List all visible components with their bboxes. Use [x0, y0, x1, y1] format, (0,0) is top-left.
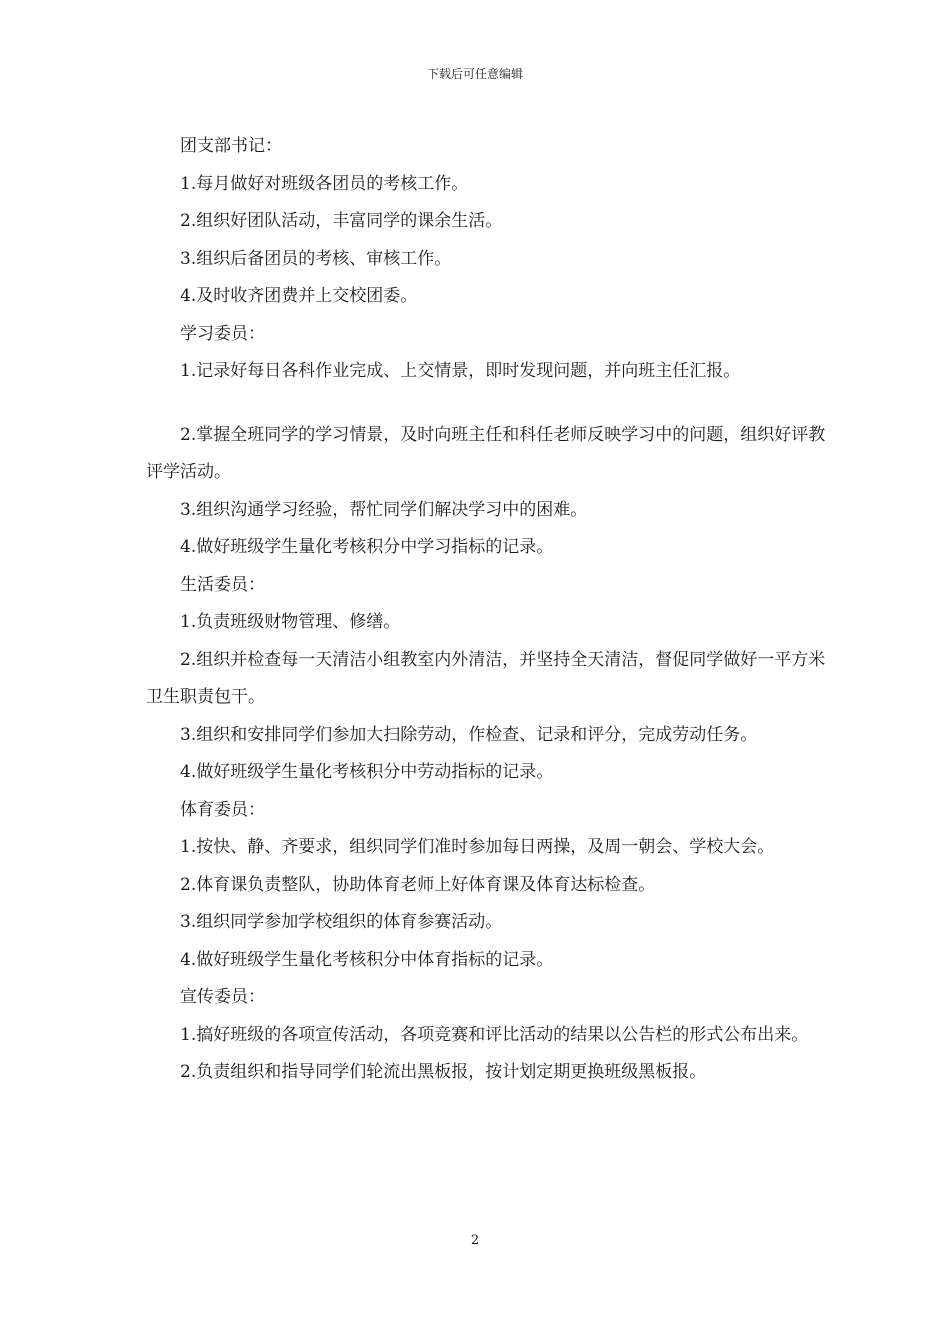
paragraph: 学习委员：: [180, 323, 265, 344]
paragraph: 3.组织同学参加学校组织的体育参赛活动。: [180, 912, 503, 932]
paragraph: 2.掌握全班同学的学习情景，及时向班主任和科任老师反映学习中的问题，组织好评教评学活动。: [146, 424, 826, 482]
paragraph: 团支部书记：: [180, 136, 282, 156]
paragraph: 1.记录好每日各科作业完成、上交情景，即时发现问题，并向班主任汇报。: [180, 361, 741, 381]
paragraph: 2.体育课负责整队，协助体育老师上好体育课及体育达标检查。: [180, 874, 656, 895]
document-body: [146, 128, 826, 1092]
paragraph: 3.组织和安排同学们参加大扫除劳动，作检查、记录和评分，完成劳动任务。: [180, 724, 758, 745]
paragraph: 宣传委员：: [180, 987, 265, 1007]
paragraph: 4.做好班级学生量化考核积分中劳动指标的记录。: [180, 762, 554, 782]
paragraph: 1.每月做好对班级各团员的考核工作。: [180, 173, 469, 194]
page-header: 下载后可任意编辑: [426, 67, 523, 81]
paragraph: 1.按快、静、齐要求，组织同学们准时参加每日两操，及周一朝会、学校大会。: [180, 837, 775, 857]
paragraph: 生活委员：: [180, 574, 265, 595]
paragraph: 4.做好班级学生量化考核积分中学习指标的记录。: [180, 537, 554, 557]
paragraph: 2.组织并检查每一天清洁小组教室内外清洁，并坚持全天清洁，督促同学做好一平方米卫生职责包干。: [146, 649, 826, 707]
paragraph: 4.及时收齐团费并上交校团委。: [180, 286, 418, 306]
paragraph: 1.搞好班级的各项宣传活动，各项竞赛和评比活动的结果以公告栏的形式公布出来。: [180, 1024, 809, 1045]
paragraph: 体育委员：: [180, 799, 265, 820]
paragraph: 2.负责组织和指导同学们轮流出黑板报，按计划定期更换班级黑板报。: [180, 1062, 707, 1082]
paragraph: 2.组织好团队活动，丰富同学的课余生活。: [180, 211, 503, 231]
paragraph: 3.组织沟通学习经验，帮忙同学们解决学习中的困难。: [180, 499, 588, 520]
paragraph: 4.做好班级学生量化考核积分中体育指标的记录。: [180, 949, 554, 970]
paragraph: 1.负责班级财物管理、修缮。: [180, 612, 401, 632]
page-number: 2: [470, 1233, 480, 1248]
paragraph: 3.组织后备团员的考核、审核工作。: [180, 248, 452, 269]
